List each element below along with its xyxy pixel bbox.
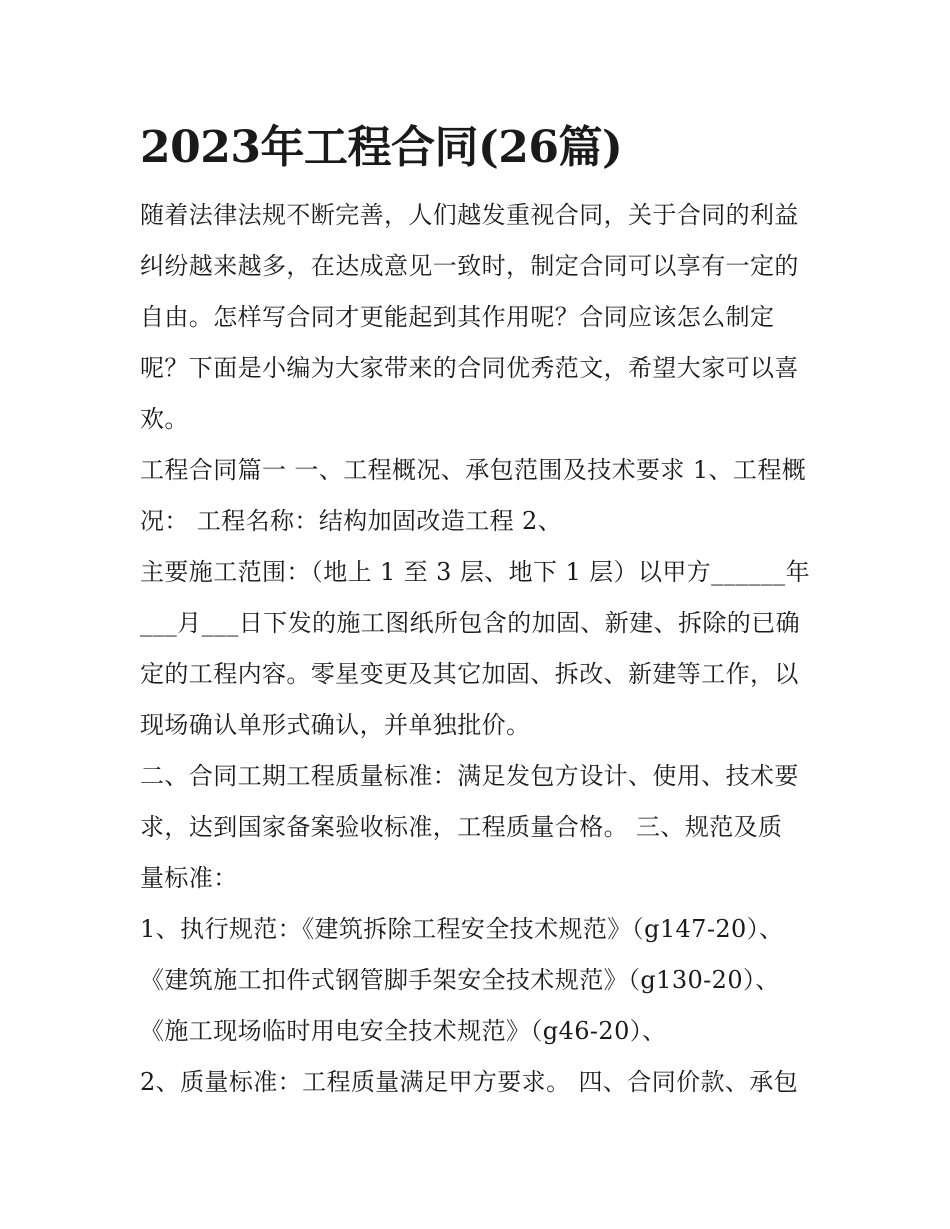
body-line-7: 况： 工程名称：结构加固改造工程 2、: [140, 507, 563, 535]
body-line-17: 《施工现场临时用电安全技术规范》（g46-20）、: [140, 1017, 667, 1045]
body-line-2: 纠纷越来越多，在达成意见一致时，制定合同可以享有一定的: [140, 252, 799, 280]
body-line-10: 定的工程内容。零星变更及其它加固、拆改、新建等工作，以: [140, 660, 799, 688]
body-line-13: 求，达到国家备案验收标准，工程质量合格。 三、规范及质: [140, 813, 783, 841]
body-line-12: 二、合同工期工程质量标准：满足发包方设计、使用、技术要: [140, 762, 799, 790]
body-line-9: ___月___日下发的施工图纸所包含的加固、新建、拆除的已确: [140, 609, 800, 637]
body-line-4: 呢？下面是小编为大家带来的合同优秀范文，希望大家可以喜: [140, 354, 799, 382]
body-line-18: 2、质量标准：工程质量满足甲方要求。 四、合同价款、承包: [140, 1068, 799, 1096]
body-line-6: 工程合同篇一 一、工程概况、承包范围及技术要求 1、工程概: [140, 456, 807, 484]
body-line-14: 量标准：: [140, 864, 238, 892]
body-line-5: 欢。: [140, 405, 189, 433]
body-line-1: 随着法律法规不断完善，人们越发重视合同，关于合同的利益: [140, 201, 799, 229]
body-line-15: 1、执行规范：《建筑拆除工程安全技术规范》（g147-20）、: [140, 915, 784, 943]
document-title: 2023年工程合同(26篇): [140, 122, 623, 173]
body-line-3: 自由。怎样写合同才更能起到其作用呢？合同应该怎么制定: [140, 303, 775, 331]
body-line-8: 主要施工范围：（地上 1 至 3 层、地下 1 层）以甲方______年: [140, 558, 810, 586]
body-line-11: 现场确认单形式确认，并单独批价。: [140, 711, 531, 739]
body-line-16: 《建筑施工扣件式钢管脚手架安全技术规范》（g130-20）、: [140, 966, 780, 994]
